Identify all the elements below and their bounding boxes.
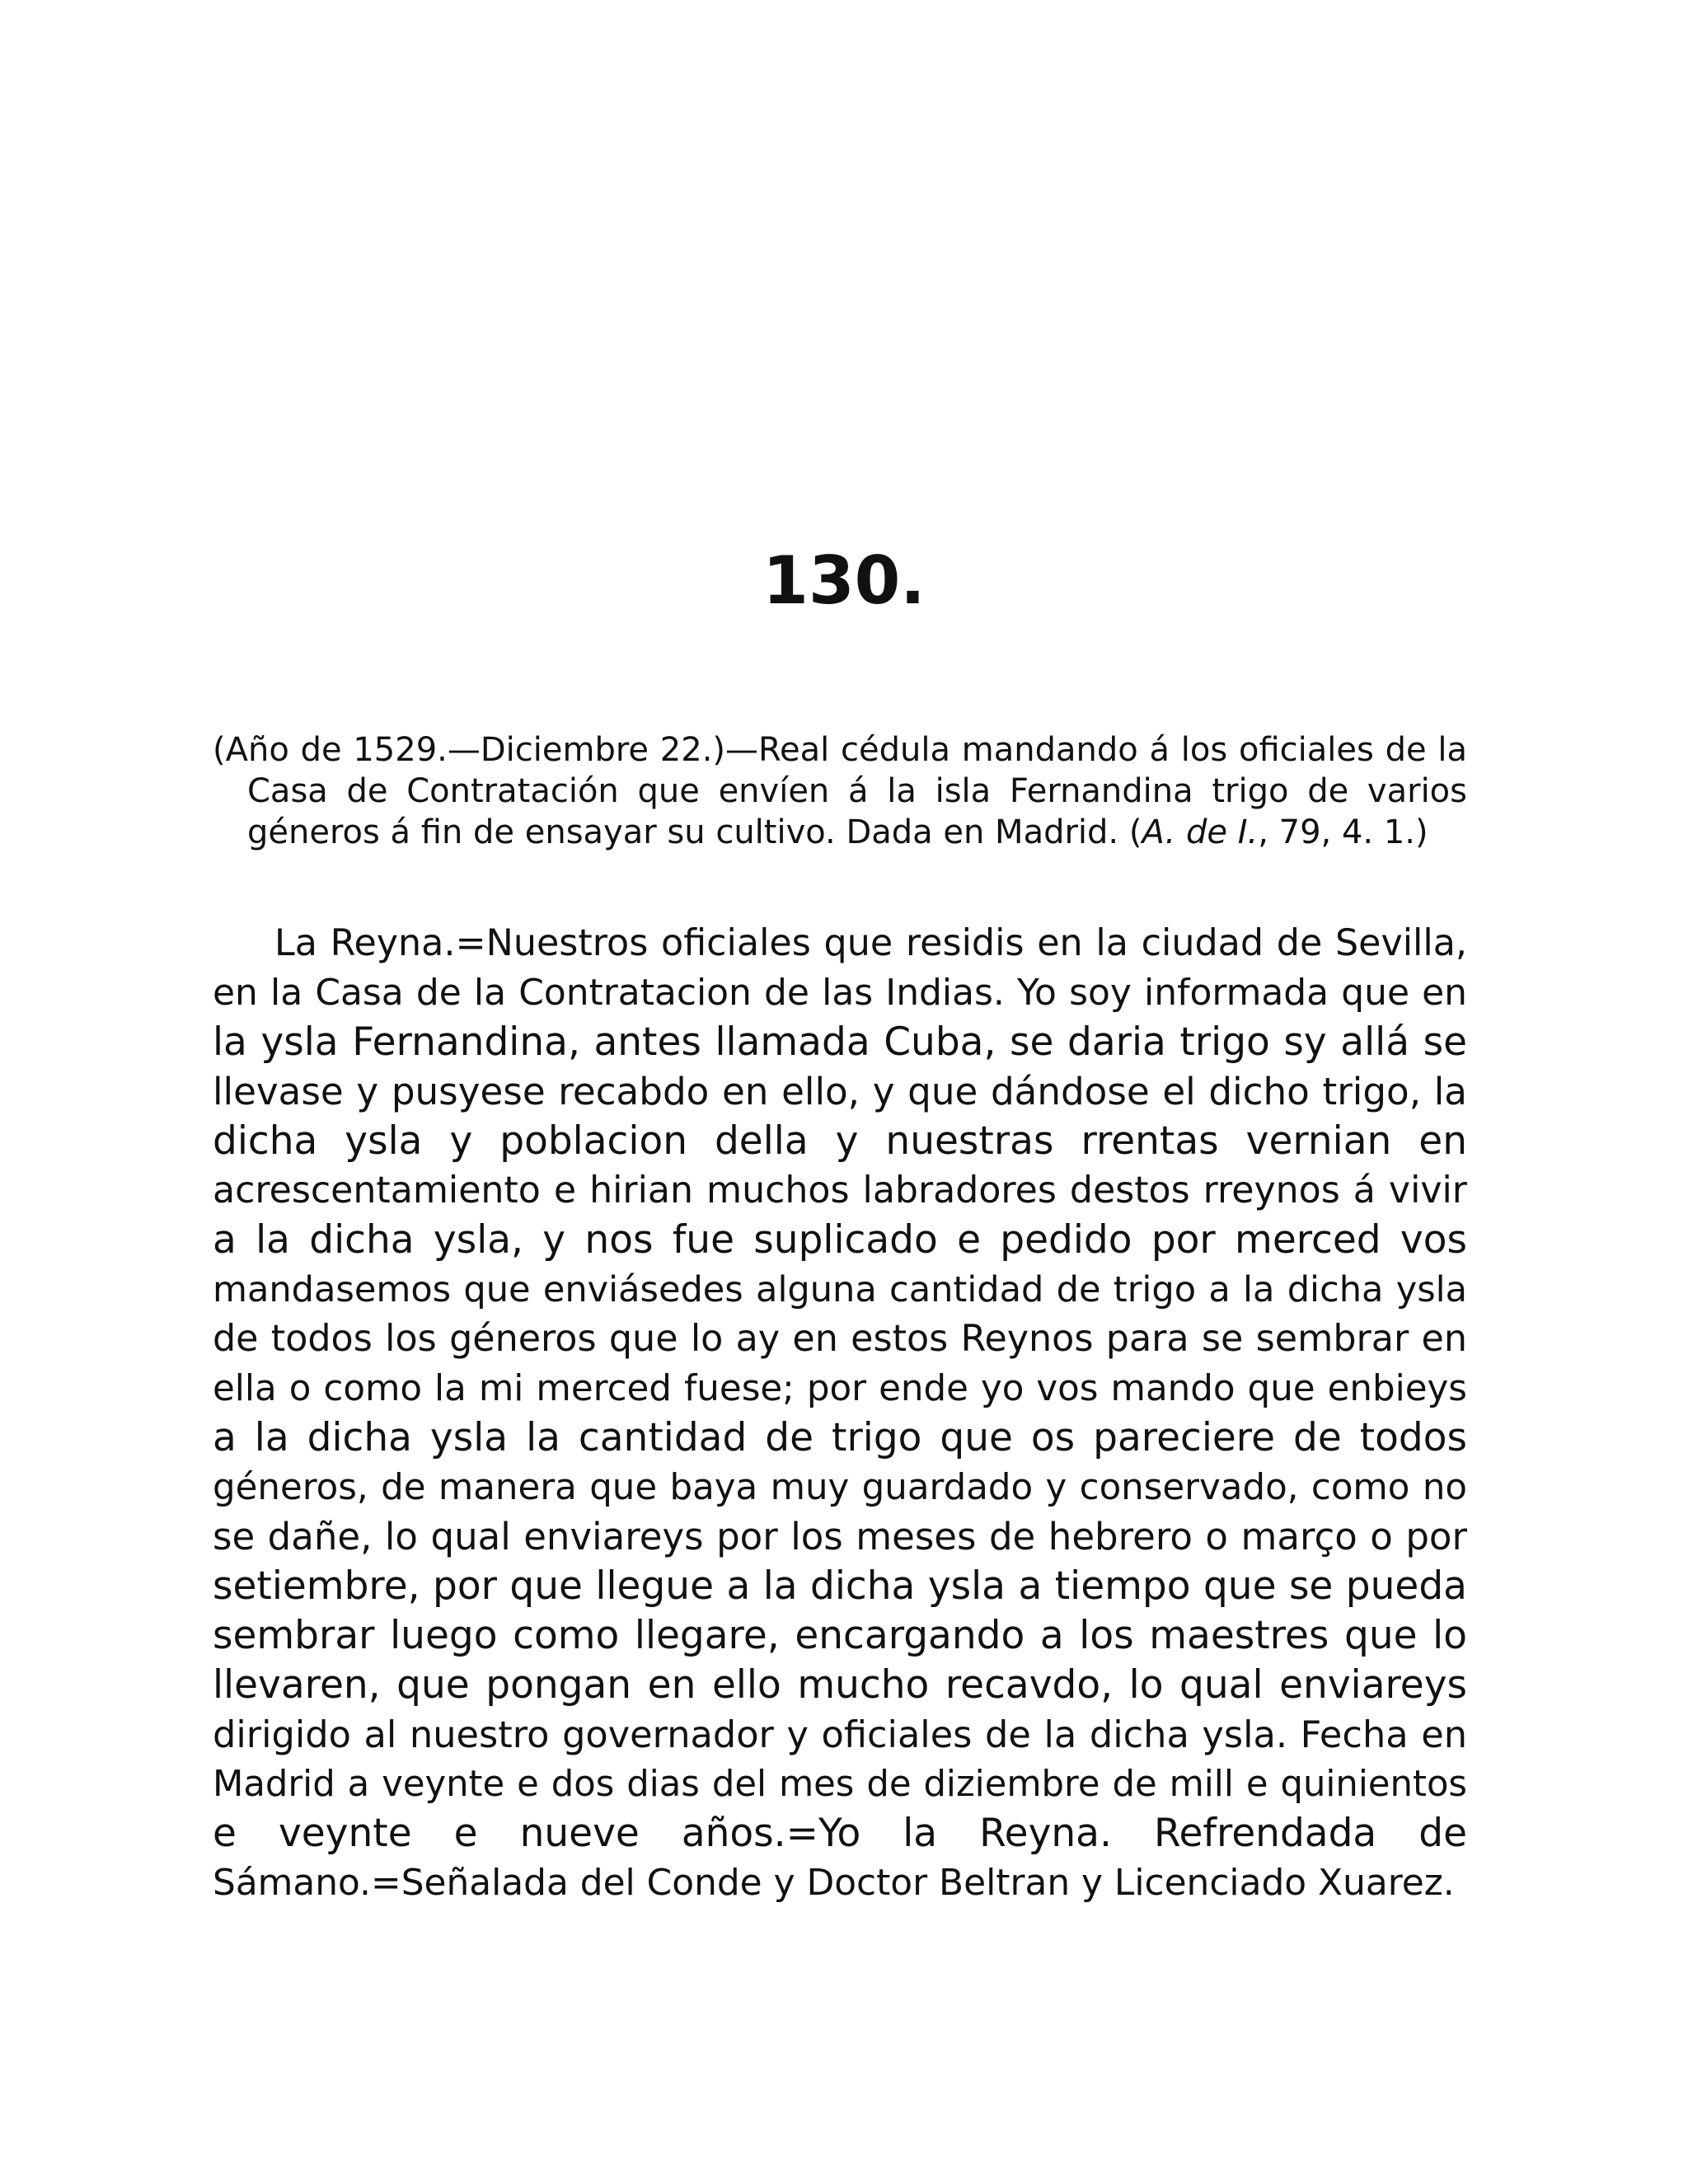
body-line: se dañe, lo qual enviareys por los meses de hebrero o março o por: [213, 1515, 1467, 1558]
archive-reference: A. de I.: [1142, 813, 1259, 851]
summary-text: (Año de 1529.—Diciembre 22.)—Real cédula mandando á los oficiales de la Casa de Contratación que envíen á la isla Fernandina trigo de varios géneros á fin de ensayar su cultivo. Dada en Madrid. (: [213, 731, 1467, 851]
body-line: acrescentamiento e hirian muchos labradores destos rreynos á vivir: [213, 1169, 1467, 1212]
body-line: a la dicha ysla la cantidad de trigo que os pareciere de todos: [213, 1415, 1467, 1460]
body-line: de todos los géneros que lo ay en estos Reynos para se sembrar en: [213, 1318, 1467, 1360]
document-body: [213, 919, 1467, 1908]
body-line: a la dicha ysla, y nos fue suplicado e pedido por merced vos: [213, 1217, 1467, 1263]
body-line: Sámano.=Señalada del Conde y Doctor Beltran y Licenciado Xuarez.: [213, 1862, 1455, 1904]
body-line: llevaren, que pongan en ello mucho recavdo, lo qual enviareys: [213, 1662, 1467, 1708]
body-line: mandasemos que enviásedes alguna cantidad de trigo a la dicha ysla: [213, 1269, 1467, 1310]
body-line: Madrid a veynte e dos dias del mes de diziembre de mill e quinientos: [213, 1764, 1467, 1805]
body-line: ella o como la mi merced fuese; por ende yo vos mando que enbieys: [213, 1368, 1467, 1409]
document-summary: [213, 729, 1467, 853]
body-line: e veynte e nueve años.=Yo la Reyna. Refrendada de: [213, 1811, 1467, 1856]
body-line: llevase y pusyese recabdo en ello, y que dándose el dicho trigo, la: [213, 1070, 1467, 1113]
body-line: dicha ysla y poblacion della y nuestras rrentas vernian en: [213, 1118, 1467, 1164]
body-line: géneros, de manera que baya muy guardado y conservado, como no: [213, 1467, 1467, 1508]
body-line: dirigido al nuestro governador y oficiales de la dicha ysla. Fecha en: [213, 1713, 1467, 1756]
body-line: la ysla Fernandina, antes llamada Cuba, se daria trigo sy allá se: [213, 1019, 1467, 1065]
body-line: en la Casa de la Contratacion de las Indias. Yo soy informada que en: [213, 972, 1467, 1014]
body-line: setiembre, por que llegue a la dicha ysla a tiempo que se pueda: [213, 1563, 1467, 1609]
body-line: La Reyna.=Nuestros oficiales que residis en la ciudad de Sevilla,: [274, 922, 1467, 964]
body-line: sembrar luego como llegare, encargando a los maestres que lo: [213, 1613, 1467, 1658]
document-number: 130.: [762, 542, 926, 619]
summary-reference-tail: , 79, 4. 1.): [1258, 813, 1428, 851]
